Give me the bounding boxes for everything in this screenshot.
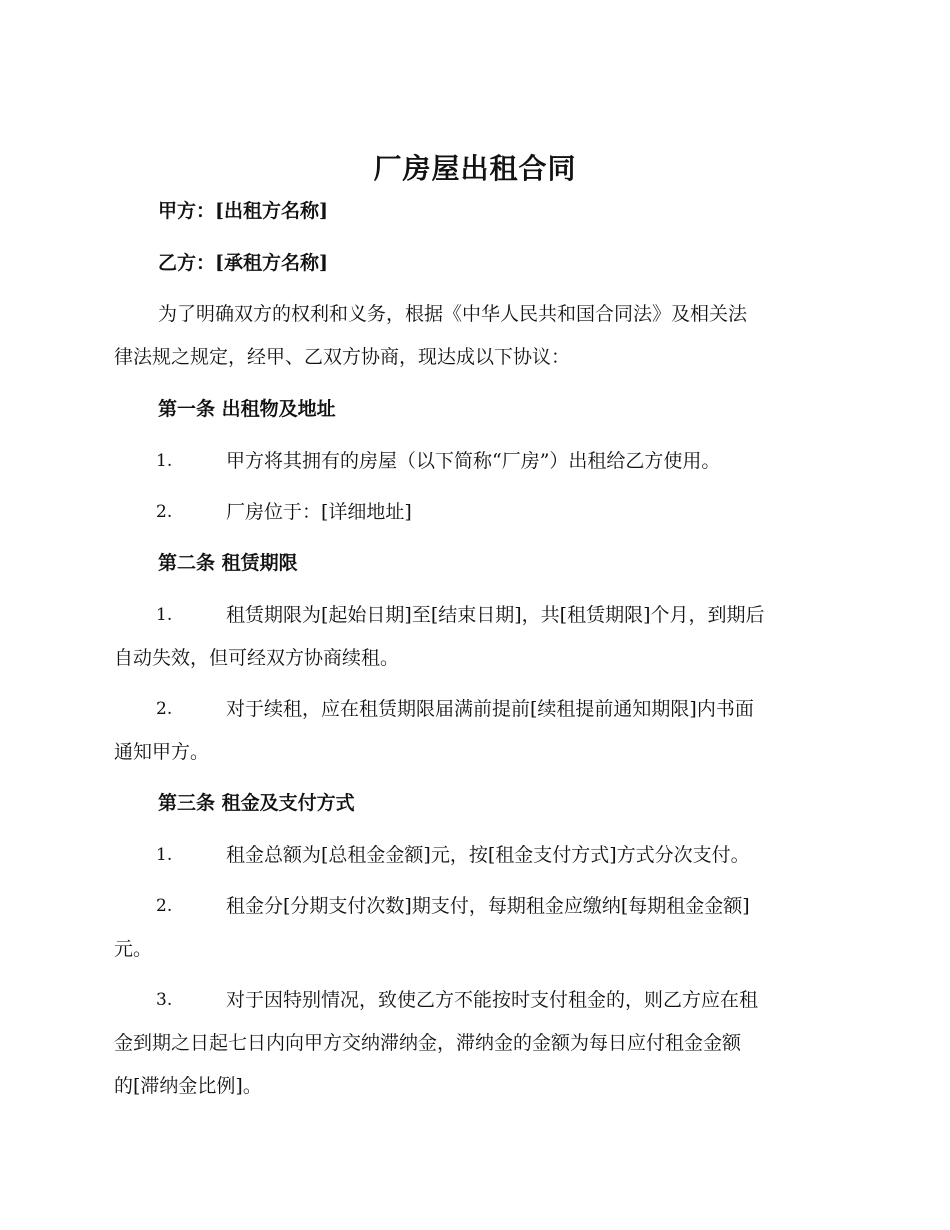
list-item-number: 2. bbox=[156, 699, 173, 719]
list-item-text: 租金总额为[总租金金额]元，按[租金支付方式]方式分次支付。 bbox=[226, 844, 750, 866]
list-item-number: 2. bbox=[156, 896, 173, 916]
list-item-number: 1. bbox=[156, 845, 173, 865]
list-item-text: 厂房位于：[详细地址] bbox=[226, 501, 412, 523]
party-b-line: 乙方：[承租方名称] bbox=[158, 252, 328, 274]
document-title: 厂房屋出租合同 bbox=[373, 152, 577, 185]
list-item-text: 租金分[分期支付次数]期支付，每期租金应缴纳[每期租金金额] bbox=[226, 895, 750, 917]
list-item-number: 1. bbox=[156, 451, 173, 471]
section-heading: 第二条 租赁期限 bbox=[158, 552, 298, 574]
list-item-continuation: 自动失效，但可经双方协商续租。 bbox=[114, 647, 400, 669]
list-item-text: 租赁期限为[起始日期]至[结束日期]，共[租赁期限]个月，到期后 bbox=[226, 604, 765, 626]
list-item-number: 1. bbox=[156, 605, 173, 625]
list-item-continuation: 的[滞纳金比例]。 bbox=[114, 1075, 262, 1097]
list-item-number: 2. bbox=[156, 502, 173, 522]
intro-paragraph-line: 为了明确双方的权利和义务，根据《中华人民共和国合同法》及相关法 bbox=[158, 303, 748, 325]
list-item-text: 甲方将其拥有的房屋（以下简称“厂房”）出租给乙方使用。 bbox=[226, 450, 721, 472]
list-item-continuation: 元。 bbox=[114, 938, 153, 960]
party-a-line: 甲方：[出租方名称] bbox=[158, 200, 328, 222]
list-item-continuation: 金到期之日起七日内向甲方交纳滞纳金，滞纳金的金额为每日应付租金金额 bbox=[114, 1032, 742, 1054]
section-heading: 第三条 租金及支付方式 bbox=[158, 792, 355, 814]
list-item-continuation: 通知甲方。 bbox=[114, 741, 210, 763]
intro-paragraph-line: 律法规之规定，经甲、乙双方协商，现达成以下协议： bbox=[114, 346, 571, 368]
list-item-text: 对于因特别情况，致使乙方不能按时支付租金的，则乙方应在租 bbox=[226, 989, 759, 1011]
section-heading: 第一条 出租物及地址 bbox=[158, 398, 336, 420]
list-item-number: 3. bbox=[156, 990, 173, 1010]
list-item-text: 对于续租，应在租赁期限届满前提前[续租提前通知期限]内书面 bbox=[226, 698, 754, 720]
